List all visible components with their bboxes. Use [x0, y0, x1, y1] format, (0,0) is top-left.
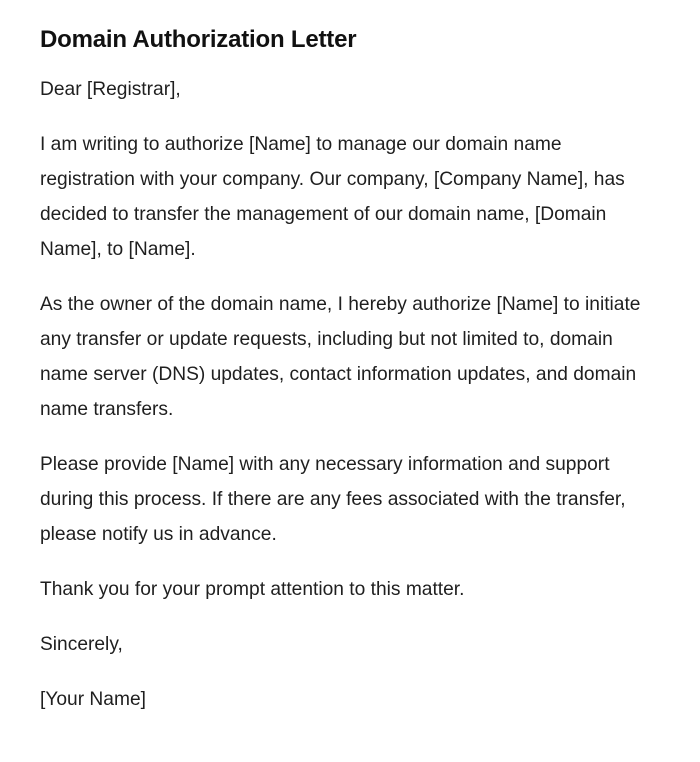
body-paragraph-2: As the owner of the domain name, I hereby authorize [Name] to initiate any transfer or update requests, including but not limited to, domain name server (DNS) updates, contact information updates, and domain name transfers.: [40, 294, 641, 420]
signature-placeholder: [Your Name]: [40, 689, 146, 710]
letter-title: Domain Authorization Letter: [40, 26, 357, 53]
salutation: Dear [Registrar],: [40, 79, 181, 100]
letter-document: [40, 22, 650, 737]
closing: Sincerely,: [40, 634, 123, 655]
body-paragraph-4: Thank you for your prompt attention to this matter.: [40, 579, 465, 600]
body-paragraph-3: Please provide [Name] with any necessary information and support during this process. If there are any fees associated with the transfer, please notify us in advance.: [40, 454, 626, 545]
body-paragraph-1: I am writing to authorize [Name] to manage our domain name registration with your company. Our company, [Company Name], has decided to transfer the management of our domain name, [Domain Name], to [Name].: [40, 134, 625, 260]
